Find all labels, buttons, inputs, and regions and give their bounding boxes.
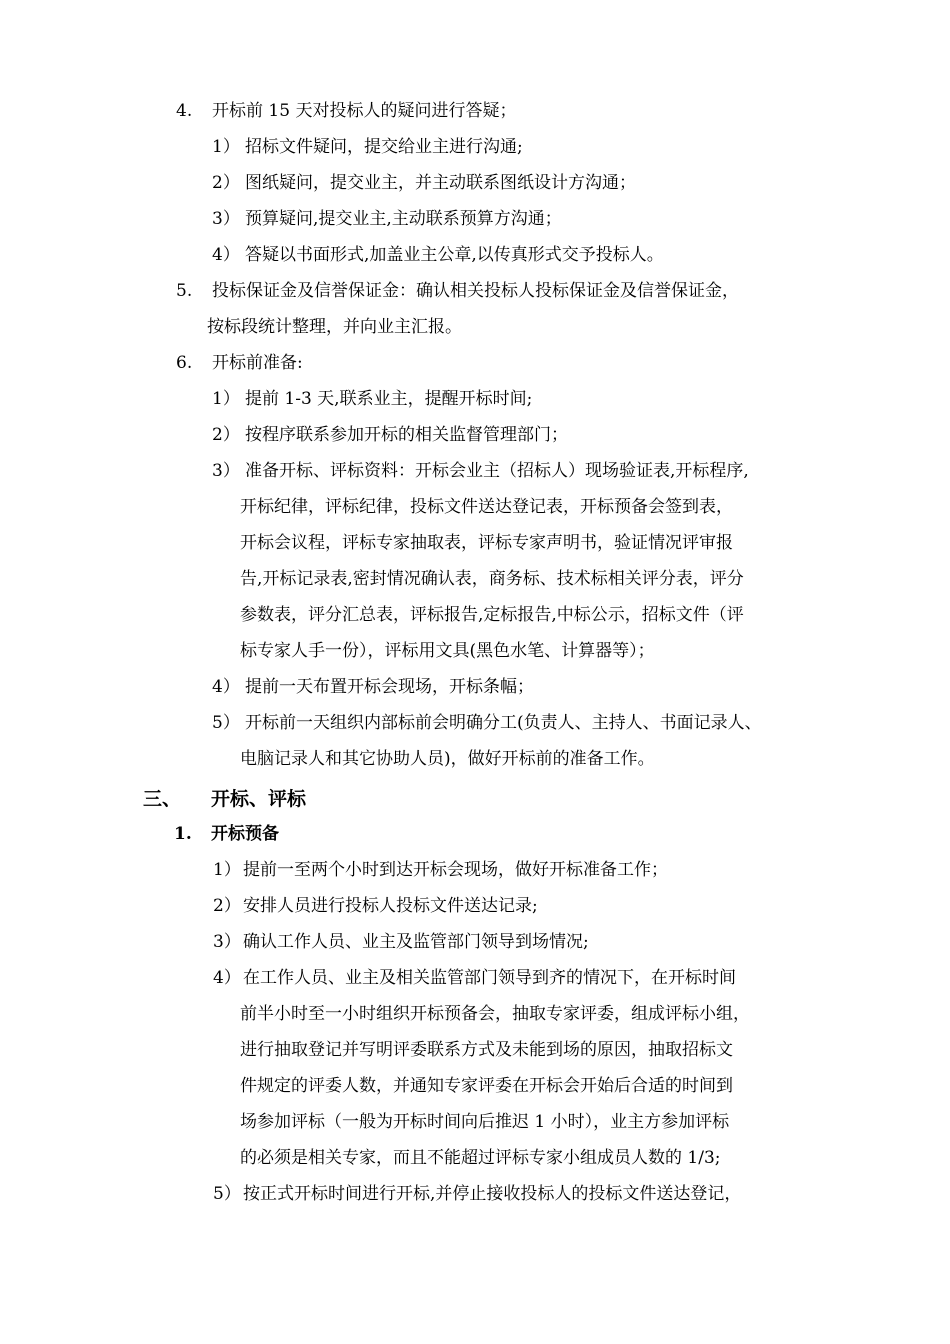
sub-item-text-continued: 的必须是相关专家，而且不能超过评标专家小组成员人数的 1/3; bbox=[240, 1148, 721, 1168]
sub-item-text: 答疑以书面形式,加盖业主公章,以传真形式交予投标人。 bbox=[245, 245, 664, 265]
sub-item-number: 5） bbox=[212, 713, 240, 733]
sub-item-number: 5） bbox=[213, 1184, 241, 1204]
item-text: 开标前 15 天对投标人的疑问进行答疑； bbox=[212, 101, 517, 121]
sub-item-text: 安排人员进行投标人投标文件送达记录; bbox=[243, 896, 538, 916]
item-number: 5. bbox=[176, 281, 193, 301]
subsection-number: 1. bbox=[174, 824, 192, 844]
item-text: 投标保证金及信誉保证金：确认相关投标人投标保证金及信誉保证金， bbox=[212, 281, 739, 301]
sub-item-text: 在工作人员、业主及相关监管部门领导到齐的情况下，在开标时间 bbox=[243, 968, 736, 988]
sub-item-text: 确认工作人员、业主及监管部门领导到场情况; bbox=[243, 932, 589, 952]
subsection-title: 开标预备 bbox=[211, 824, 279, 844]
sub-item-number: 3） bbox=[213, 932, 241, 952]
section-title: 开标、评标 bbox=[211, 788, 307, 810]
sub-item-text-continued: 进行抽取登记并写明评委联系方式及未能到场的原因，抽取招标文 bbox=[240, 1040, 733, 1060]
sub-item-text: 按程序联系参加开标的相关监督管理部门； bbox=[245, 425, 568, 445]
sub-item-text-continued: 前半小时至一小时组织开标预备会，抽取专家评委，组成评标小组， bbox=[240, 1004, 750, 1024]
section-number: 三、 bbox=[143, 788, 182, 810]
sub-item-text: 预算疑问,提交业主,主动联系预算方沟通； bbox=[245, 209, 562, 229]
sub-item-number: 1） bbox=[212, 137, 240, 157]
sub-item-number: 3） bbox=[212, 209, 240, 229]
sub-item-number: 4） bbox=[212, 245, 240, 265]
sub-item-text-continued: 电脑记录人和其它协助人员)，做好开标前的准备工作。 bbox=[240, 749, 655, 769]
item-text: 开标前准备: bbox=[212, 353, 303, 373]
sub-item-text: 提前一至两个小时到达开标会现场，做好开标准备工作； bbox=[243, 860, 668, 880]
sub-item-text-continued: 场参加评标（一般为开标时间向后推迟 1 小时），业主方参加评标 bbox=[240, 1112, 730, 1132]
sub-item-number: 2） bbox=[212, 425, 240, 445]
sub-item-text-continued: 件规定的评委人数，并通知专家评委在开标会开始后合适的时间到 bbox=[240, 1076, 733, 1096]
sub-item-text-continued: 参数表，评分汇总表，评标报告,定标报告,中标公示，招标文件（评 bbox=[240, 605, 744, 625]
sub-item-text: 图纸疑问，提交业主，并主动联系图纸设计方沟通； bbox=[245, 173, 636, 193]
sub-item-number: 2） bbox=[212, 173, 240, 193]
sub-item-text: 提前一天布置开标会现场，开标条幅； bbox=[245, 677, 534, 697]
sub-item-text: 招标文件疑问，提交给业主进行沟通; bbox=[245, 137, 523, 157]
item-text-continued: 按标段统计整理，并向业主汇报。 bbox=[207, 317, 462, 337]
sub-item-number: 4） bbox=[213, 968, 241, 988]
sub-item-text-continued: 告,开标记录表,密封情况确认表，商务标、技术标相关评分表，评分 bbox=[240, 569, 744, 589]
sub-item-text: 按正式开标时间进行开标,并停止接收投标人的投标文件送达登记， bbox=[243, 1184, 742, 1204]
sub-item-number: 1） bbox=[213, 860, 241, 880]
sub-item-number: 4） bbox=[212, 677, 240, 697]
item-number: 4. bbox=[176, 101, 193, 121]
sub-item-text: 准备开标、评标资料：开标会业主（招标人）现场验证表,开标程序, bbox=[245, 461, 749, 481]
sub-item-text-continued: 开标会议程，评标专家抽取表，评标专家声明书，验证情况评审报 bbox=[240, 533, 733, 553]
sub-item-text: 提前 1-3 天,联系业主，提醒开标时间; bbox=[245, 389, 533, 409]
sub-item-text: 开标前一天组织内部标前会明确分工(负责人、主持人、书面记录人、 bbox=[245, 713, 762, 733]
sub-item-number: 3） bbox=[212, 461, 240, 481]
item-number: 6. bbox=[176, 353, 193, 373]
sub-item-number: 1） bbox=[212, 389, 240, 409]
sub-item-text-continued: 标专家人手一份），评标用文具(黑色水笔、计算器等）； bbox=[240, 641, 655, 661]
sub-item-text-continued: 开标纪律，评标纪律，投标文件送达登记表，开标预备会签到表， bbox=[240, 497, 733, 517]
sub-item-number: 2） bbox=[213, 896, 241, 916]
